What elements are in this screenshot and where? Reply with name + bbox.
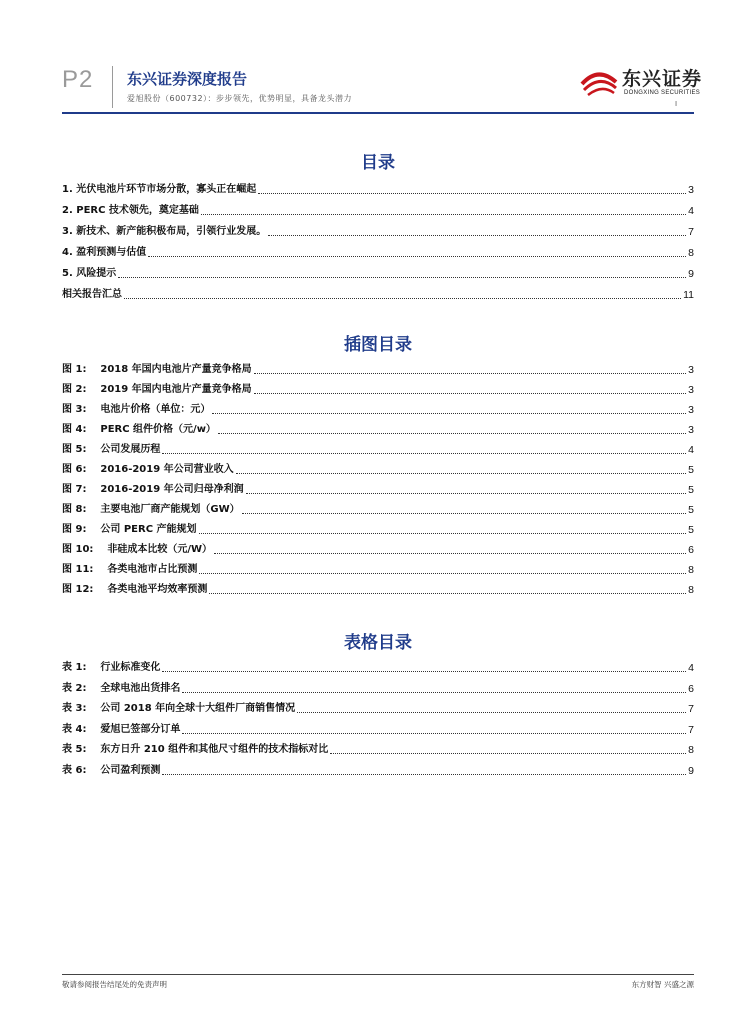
tables-entry[interactable] xyxy=(62,659,694,675)
figures-entry-label: 图 7: 2016-2019 年公司归母净利润 xyxy=(62,484,244,495)
dot-leader xyxy=(254,372,686,374)
dot-leader xyxy=(330,752,686,754)
figures-entry-page: 5 xyxy=(688,464,694,476)
figures-entry[interactable] xyxy=(62,381,694,397)
figures-entry-label: 图 2: 2019 年国内电池片产量竞争格局 xyxy=(62,384,252,395)
tables-entry-page: 8 xyxy=(688,744,694,756)
figures-entry[interactable] xyxy=(62,441,694,457)
toc-entry[interactable] xyxy=(62,202,694,218)
figures-entry-label: 图 12: 各类电池平均效率预测 xyxy=(62,584,208,595)
dot-leader xyxy=(162,452,686,454)
page-number: P2 xyxy=(62,66,94,93)
footer-slogan: 东方财智 兴盛之源 xyxy=(631,980,694,989)
toc-entry[interactable] xyxy=(62,181,694,197)
tables-entry-page: 9 xyxy=(688,764,694,777)
figures-entry[interactable] xyxy=(62,541,694,557)
dot-leader xyxy=(199,572,686,574)
dot-leader xyxy=(268,234,686,236)
tables-entry[interactable] xyxy=(62,721,694,737)
tables-entry[interactable] xyxy=(62,741,694,757)
figures-entry[interactable] xyxy=(62,361,694,377)
dot-leader xyxy=(209,592,686,594)
tables-entry-page: 4 xyxy=(688,662,694,674)
figures-entry-page: 6 xyxy=(688,544,694,556)
figures-entry[interactable] xyxy=(62,501,694,517)
dot-leader xyxy=(214,552,686,554)
tables-entry-page: 7 xyxy=(688,723,694,736)
toc-entry-page: 9 xyxy=(688,268,694,280)
toc-entry[interactable] xyxy=(62,286,694,302)
dot-leader xyxy=(182,732,686,734)
figures-title: 插图目录 xyxy=(344,335,412,355)
tables-entry[interactable] xyxy=(62,762,694,778)
figures-entry[interactable] xyxy=(62,481,694,497)
dot-leader xyxy=(212,412,686,414)
report-subtitle: 爱旭股份（600732）：步步领先，优势明显，具备龙头潜力 xyxy=(127,94,353,103)
toc-entry-page: 11 xyxy=(683,289,694,301)
figures-entry-page: 5 xyxy=(688,504,694,516)
toc-entry-label: 相关报告汇总 xyxy=(62,289,122,300)
figures-entry-label: 图 8: 主要电池厂商产能规划（GW） xyxy=(62,504,240,515)
figures-entry-label: 图 4: PERC 组件价格（元/w） xyxy=(62,424,216,435)
figures-entry[interactable] xyxy=(62,401,694,417)
tables-entry-page: 6 xyxy=(688,682,694,695)
toc-entry-label: 3. 新技术、新产能积极布局，引领行业发展。 xyxy=(62,226,267,237)
logo-subtitle: DONGXING SECURITIES xyxy=(624,90,701,96)
figures-entry-page: 4 xyxy=(688,444,694,456)
dot-leader xyxy=(246,492,686,494)
toc-entry-page: 8 xyxy=(688,247,694,259)
dot-leader xyxy=(148,255,686,257)
figures-entry-label: 图 9: 公司 PERC 产能规划 xyxy=(62,524,197,535)
toc-entry-label: 5. 风险提示 xyxy=(62,268,117,279)
footer-rule xyxy=(62,974,694,975)
figures-entry-page: 3 xyxy=(688,364,694,376)
toc-entry[interactable] xyxy=(62,265,694,281)
dot-leader xyxy=(118,276,686,278)
tables-entry-label: 表 1: 行业标准变化 xyxy=(62,662,161,673)
logo-name: 东兴证券 xyxy=(622,68,703,90)
tables-entry[interactable] xyxy=(62,700,694,716)
dot-leader xyxy=(254,392,686,394)
tables-entry-label: 表 6: 公司盈利预测 xyxy=(62,764,161,776)
footer-disclaimer: 敬请参阅报告结尾处的免责声明 xyxy=(62,980,167,989)
tables-entry-label: 表 2: 全球电池出货排名 xyxy=(62,682,181,694)
toc-entry-page: 3 xyxy=(688,184,694,196)
figures-entry[interactable] xyxy=(62,581,694,597)
tables-entry[interactable] xyxy=(62,680,694,696)
report-type-title: 东兴证券深度报告 xyxy=(127,70,248,88)
figures-entry-page: 8 xyxy=(688,584,694,596)
header-corner-mark: I xyxy=(675,100,678,108)
figures-entry-label: 图 5: 公司发展历程 xyxy=(62,444,161,455)
figures-entry[interactable] xyxy=(62,561,694,577)
toc-title: 目录 xyxy=(361,153,395,173)
toc-entry[interactable] xyxy=(62,244,694,260)
tables-entry-page: 7 xyxy=(688,703,694,715)
dot-leader xyxy=(297,711,686,713)
figures-entry-label: 图 10: 非硅成本比较（元/W） xyxy=(62,544,213,555)
toc-entry-page: 4 xyxy=(688,205,694,217)
figures-entry[interactable] xyxy=(62,461,694,477)
dot-leader xyxy=(124,297,681,299)
tables-entry-label: 表 3: 公司 2018 年向全球十大组件厂商销售情况 xyxy=(62,703,296,714)
figures-entry-page: 3 xyxy=(688,404,694,416)
toc-entry-label: 2. PERC 技术领先，奠定基础 xyxy=(62,205,199,216)
toc-entry-label: 4. 盈利预测与估值 xyxy=(62,247,147,258)
dot-leader xyxy=(199,532,687,534)
tables-title: 表格目录 xyxy=(344,633,412,653)
figures-entry-page: 8 xyxy=(688,564,694,576)
dot-leader xyxy=(201,213,686,215)
tables-entry-label: 表 4: 爱旭已签部分订单 xyxy=(62,723,181,735)
figures-entry-label: 图 11: 各类电池市占比预测 xyxy=(62,564,198,575)
figures-entry[interactable] xyxy=(62,421,694,437)
header-rule xyxy=(62,112,694,114)
figures-entry-label: 图 6: 2016-2019 年公司营业收入 xyxy=(62,464,234,475)
dot-leader xyxy=(218,432,686,434)
dot-leader xyxy=(162,773,686,775)
dot-leader xyxy=(162,670,686,672)
figures-entry[interactable] xyxy=(62,521,694,537)
figures-entry-page: 3 xyxy=(688,384,694,396)
dot-leader xyxy=(236,472,686,474)
toc-entry-page: 7 xyxy=(688,226,694,238)
dot-leader xyxy=(258,192,686,194)
tables-entry-label: 表 5: 东方日升 210 组件和其他尺寸组件的技术指标对比 xyxy=(62,744,329,755)
figures-entry-label: 图 1: 2018 年国内电池片产量竞争格局 xyxy=(62,364,252,375)
figures-entry-page: 5 xyxy=(688,524,694,536)
header-divider xyxy=(112,66,113,108)
figures-entry-page: 3 xyxy=(688,424,694,436)
dot-leader xyxy=(182,691,686,693)
toc-entry[interactable] xyxy=(62,223,694,239)
figures-entry-page: 5 xyxy=(688,484,694,496)
figures-entry-label: 图 3: 电池片价格（单位：元） xyxy=(62,404,211,415)
toc-entry-label: 1. 光伏电池片环节市场分散，寡头正在崛起 xyxy=(62,184,257,195)
dot-leader xyxy=(242,512,687,514)
